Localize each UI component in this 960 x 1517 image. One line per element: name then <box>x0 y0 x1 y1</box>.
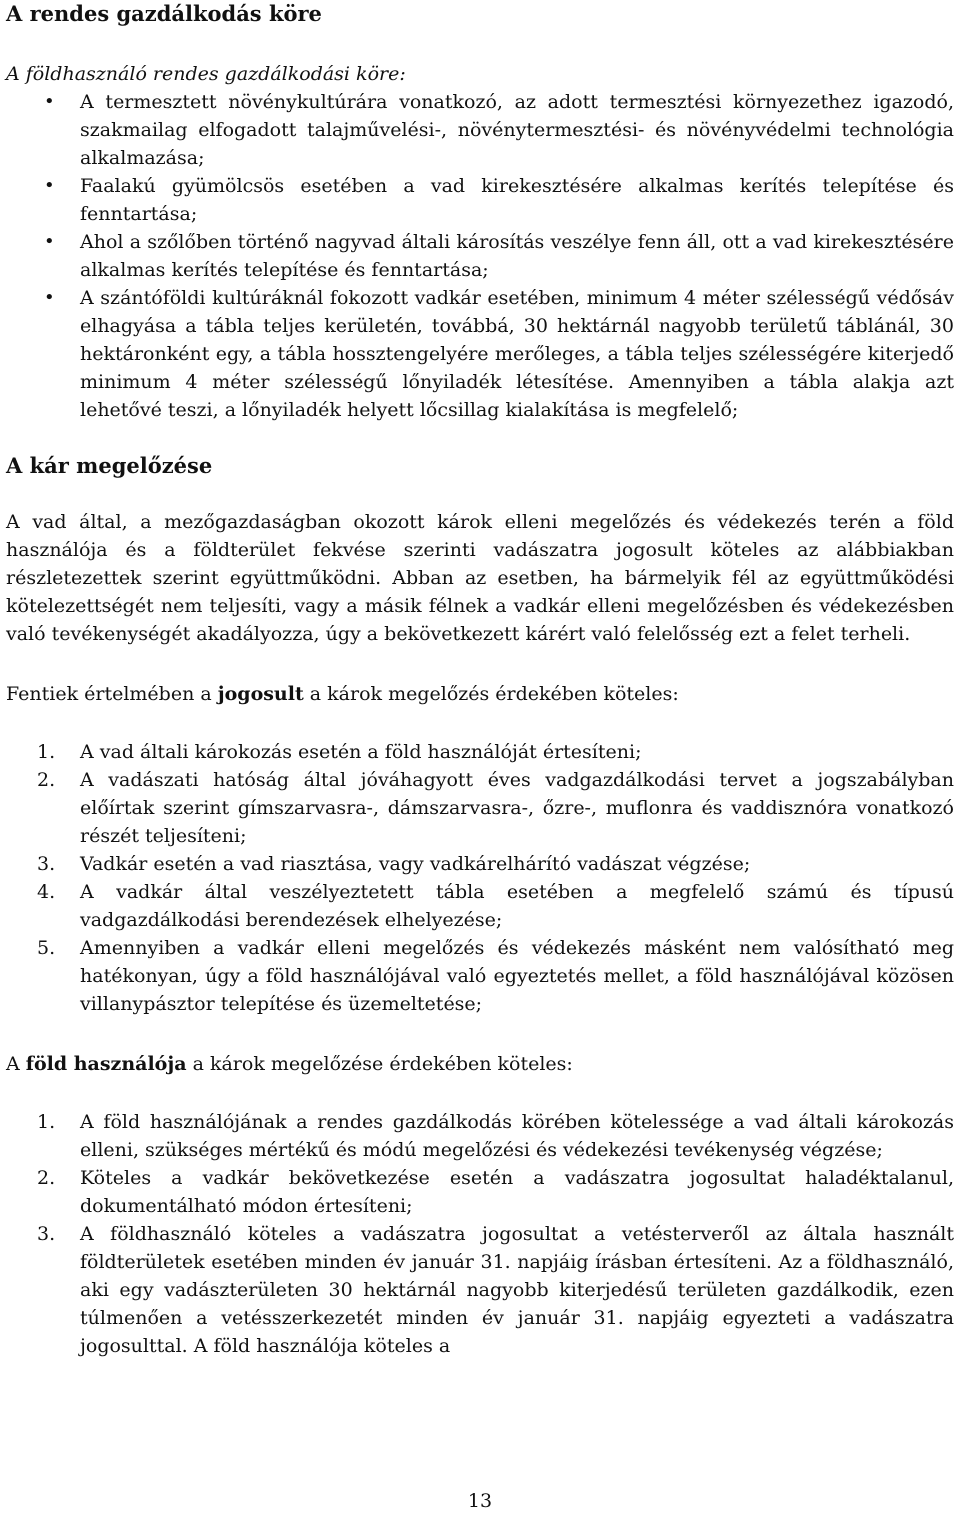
item-number: 2. <box>37 1167 56 1189</box>
intro-line: A földhasználó rendes gazdálkodási köre: <box>6 63 406 85</box>
intro-text: a károk megelőzés érdekében köteles: <box>303 683 679 705</box>
bullet-list <box>6 88 954 424</box>
item-number: 5. <box>37 937 56 959</box>
bullet-item: • A szántóföldi kultúráknál fokozott vadkár esetében, minimum 4 méter szélességű védősáv elhagyása a tábla teljes kerületén, továbbá, 30 hektárnál nagyobb területű táblánál, 30 hektáronként egy, a tábla hossztengelyére merőleges, a tábla teljes szélességére kiterjedő minimum 4 méter szélességű lőnyiladék létesítése. Amennyiben a tábla alakja azt lehetővé teszi, a lőnyiladék helyett lőcsillag kialakítása is megfelelő; <box>6 284 954 424</box>
item-text: Vadkár esetén a vad riasztása, vagy vadkárelhárító vadászat végzése; <box>80 853 751 875</box>
section-heading: A kár megelőzése <box>6 453 213 478</box>
item-number: 1. <box>37 1111 56 1133</box>
intro-text: Fentiek értelmében a <box>6 683 218 705</box>
bullet-item: • Ahol a szőlőben történő nagyvad általi károsítás veszélye fenn áll, ott a vad kirekesztésére alkalmas kerítés telepítése és fenntartása; <box>6 228 954 284</box>
list-item <box>6 878 954 934</box>
document-page <box>6 0 954 1360</box>
item-text: A vadkár által veszélyeztetett tábla esetében a megfelelő számú és típusú vadgazdálkodási berendezések elhelyezése; <box>80 881 954 931</box>
list-item <box>6 738 954 766</box>
bullet-item: • Faalakú gyümölcsös esetében a vad kirekesztésére alkalmas kerítés telepítése és fenntartása; <box>6 172 954 228</box>
item-number: 1. <box>37 741 56 763</box>
list-intro <box>6 1050 954 1078</box>
intro-bold: jogosult <box>217 683 304 705</box>
page-number: 13 <box>467 1490 493 1512</box>
list-item <box>6 1220 954 1360</box>
paragraph: A vad által, a mezőgazdaságban okozott károk elleni megelőzés és védekezés terén a föld használója és a földterület fekvése szerinti vadászatra jogosult köteles az alábbiakban részletezettek szerint együttműködni. Abban az esetben, ha bármelyik fél az együttműködési kötelezettségét nem teljesíti, vagy a másik félnek a vadkár elleni megelőzésben és védekezésben való tevékenységét akadályozza, úgy a bekövetkezett kárért való felelősség ezt a felet terheli. <box>6 511 954 645</box>
item-text: Köteles a vadkár bekövetkezése esetén a vadászatra jogosultat haladéktalanul, dokumentálható módon értesíteni; <box>80 1167 954 1217</box>
list-intro <box>6 680 954 708</box>
bullet-item: • A termesztett növénykultúrára vonatkozó, az adott termesztési környezethez igazodó, szakmailag elfogadott talajművelési-, növénytermesztési- és növényvédelmi technológia alkalmazása; <box>6 88 954 172</box>
list-item <box>6 850 954 878</box>
numbered-list <box>6 738 954 1018</box>
item-text: A földhasználó köteles a vadászatra jogosultat a vetésterveről az általa használt földterületek esetében minden év január 31. napjáig írásban értesíteni. Az a földhasználó, aki egy vadászterületen 30 hektárnál nagyobb kiterjedésű területen gazdálkodik, ezen túlmenően a vetésszerkezetét minden év január 31. napjáig egyezteti a vadászatra jogosulttal. A föld használója köteles a <box>80 1223 954 1357</box>
item-number: 2. <box>37 769 56 791</box>
item-number: 3. <box>37 853 56 875</box>
item-text: Amennyiben a vadkár elleni megelőzés és védekezés másként nem valósítható meg hatékonyan, úgy a föld használójával való egyeztetés mellet, a föld használójával közösen villanypásztor telepítése és üzemeltetése; <box>80 937 954 1015</box>
intro-text: a károk megelőzése érdekében köteles: <box>186 1053 573 1075</box>
intro-text: A <box>6 1053 26 1075</box>
list-item <box>6 1108 954 1164</box>
list-item <box>6 934 954 1018</box>
item-text: A vadászati hatóság által jóváhagyott éves vadgazdálkodási tervet a jogszabályban előírtak szerint gímszarvasra-, dámszarvasra-, őzre-, muflonra és vaddisznóra vonatkozó részét teljesíteni; <box>80 769 954 847</box>
section-title: A rendes gazdálkodás köre <box>6 1 322 26</box>
intro-bold: föld használója <box>25 1053 187 1075</box>
item-text: A föld használójának a rendes gazdálkodás körében kötelessége a vad általi károkozás elleni, szükséges mértékű és módú megelőzési és védekezési tevékenység végzése; <box>80 1111 954 1161</box>
item-number: 3. <box>37 1223 56 1245</box>
list-item <box>6 766 954 850</box>
numbered-list <box>6 1108 954 1360</box>
item-number: 4. <box>37 881 56 903</box>
list-item <box>6 1164 954 1220</box>
item-text: A vad általi károkozás esetén a föld használóját értesíteni; <box>80 741 642 763</box>
